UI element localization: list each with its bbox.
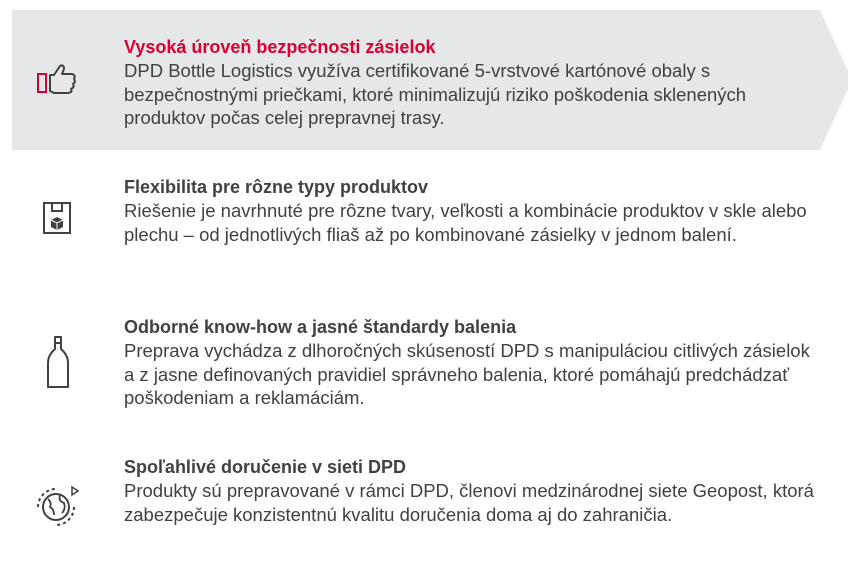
benefit-item-know-how[interactable]	[12, 305, 820, 425]
benefit-item-delivery[interactable]	[12, 445, 820, 560]
benefit-description: DPD Bottle Logistics využíva certifikované 5-vrstvové kartónové obaly s bezpečnostnými priečkami, ktoré minimalizujú riziko poškodenia sklenených produktov počas celej prepravnej trasy.	[124, 60, 747, 128]
benefit-title: Vysoká úroveň bezpečnosti zásielok	[124, 37, 436, 57]
active-arrow-indicator	[820, 10, 848, 150]
benefit-description: Produkty sú prepravované v rámci DPD, členovi medzinárodnej siete Geopost, ktorá zabezpečuje konzistentnú kvalitu doručenia doma aj do zahraničia.	[124, 480, 814, 525]
package-box-icon	[36, 197, 80, 241]
benefit-description: Preprava vychádza z dlhoročných skúseností DPD s manipuláciou citlivých zásielok a z jasne definovaných pravidiel správneho balenia, ktoré pomáhajú predchádzať poškodeniam a reklamáciám.	[124, 340, 810, 408]
benefit-title: Flexibilita pre rôzne typy produktov	[124, 177, 429, 197]
safety-thumbs-up-icon	[36, 58, 80, 102]
benefit-title: Spoľahlivé doručenie v sieti DPD	[124, 457, 407, 477]
bottle-icon	[36, 341, 80, 385]
benefit-item-security[interactable]	[12, 10, 820, 150]
benefit-description: Riešenie je navrhnuté pre rôzne tvary, veľkosti a kombinácie produktov v skle alebo plechu – od jednotlivých fliaš až po kombinované zásielky v jednom balení.	[124, 200, 807, 245]
benefit-title: Odborné know-how a jasné štandardy balenia	[124, 317, 517, 337]
benefit-item-flexibility[interactable]	[12, 165, 820, 285]
globe-delivery-icon	[32, 479, 84, 531]
